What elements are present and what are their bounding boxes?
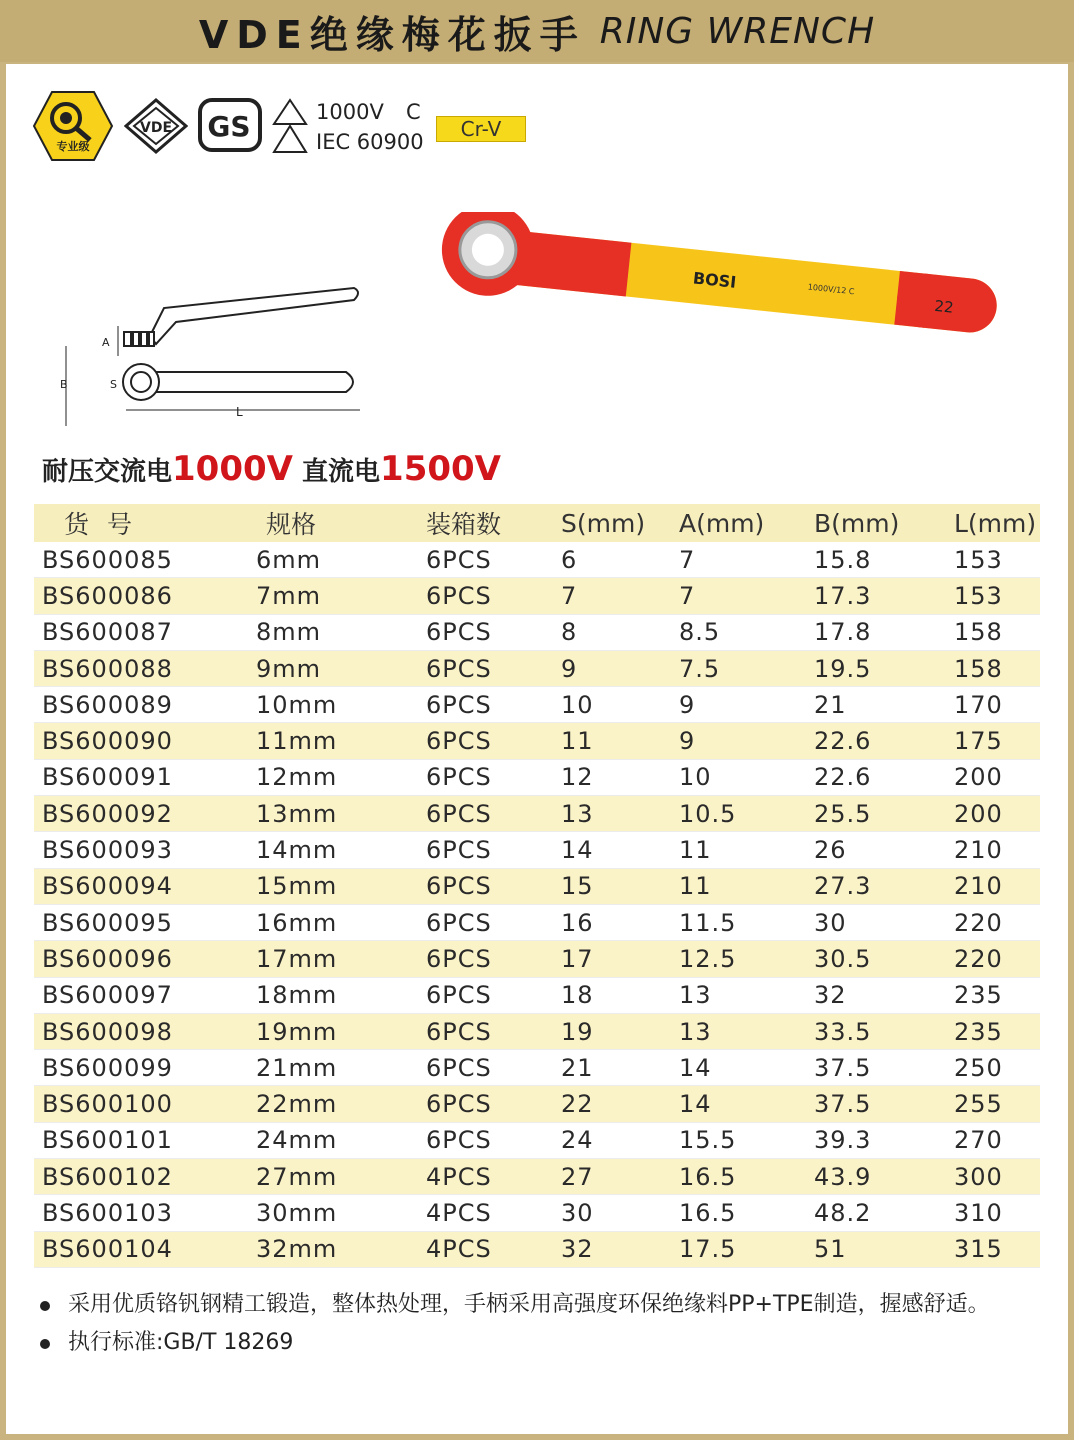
cell-s: 22 bbox=[561, 1086, 679, 1122]
cell-l: 235 bbox=[954, 1013, 1040, 1049]
cell-item-no: BS600091 bbox=[34, 759, 256, 795]
cell-l: 220 bbox=[954, 941, 1040, 977]
cell-b: 15.8 bbox=[814, 542, 954, 578]
cell-a: 14 bbox=[679, 1086, 814, 1122]
cell-size: 13mm bbox=[256, 796, 426, 832]
cell-l: 170 bbox=[954, 687, 1040, 723]
cell-a: 13 bbox=[679, 977, 814, 1013]
table-row bbox=[34, 1195, 1040, 1231]
cell-a: 14 bbox=[679, 1050, 814, 1086]
note-item bbox=[36, 1286, 1046, 1324]
cell-l: 235 bbox=[954, 977, 1040, 1013]
cell-pack-qty: 6PCS bbox=[426, 904, 561, 940]
title-english: RING WRENCH bbox=[599, 10, 876, 52]
cell-b: 27.3 bbox=[814, 868, 954, 904]
cell-s: 8 bbox=[561, 614, 679, 650]
cell-a: 7.5 bbox=[679, 650, 814, 686]
cell-item-no: BS600090 bbox=[34, 723, 256, 759]
cell-b: 51 bbox=[814, 1231, 954, 1267]
cell-b: 43.9 bbox=[814, 1159, 954, 1195]
cell-b: 21 bbox=[814, 687, 954, 723]
cell-l: 158 bbox=[954, 614, 1040, 650]
cell-l: 158 bbox=[954, 650, 1040, 686]
cell-b: 17.8 bbox=[814, 614, 954, 650]
cell-size: 27mm bbox=[256, 1159, 426, 1195]
notes bbox=[36, 1286, 1046, 1362]
bullet-icon bbox=[40, 1339, 50, 1349]
table-header-row bbox=[34, 504, 1040, 542]
cell-pack-qty: 6PCS bbox=[426, 941, 561, 977]
cell-s: 15 bbox=[561, 868, 679, 904]
cell-l: 315 bbox=[954, 1231, 1040, 1267]
table-row bbox=[34, 578, 1040, 614]
cell-size: 24mm bbox=[256, 1122, 426, 1158]
dc-value: 1500V bbox=[380, 449, 501, 489]
cell-size: 21mm bbox=[256, 1050, 426, 1086]
class-mark: C bbox=[406, 100, 421, 124]
cell-l: 210 bbox=[954, 868, 1040, 904]
gs-logo-icon bbox=[198, 98, 262, 152]
cell-pack-qty: 6PCS bbox=[426, 1013, 561, 1049]
cell-pack-qty: 6PCS bbox=[426, 832, 561, 868]
table-row bbox=[34, 759, 1040, 795]
table-row bbox=[34, 1231, 1040, 1267]
cell-pack-qty: 6PCS bbox=[426, 1086, 561, 1122]
cell-size: 9mm bbox=[256, 650, 426, 686]
diagram-label-l: L bbox=[236, 405, 243, 419]
cell-size: 10mm bbox=[256, 687, 426, 723]
cell-s: 18 bbox=[561, 977, 679, 1013]
brand-text: BOSI bbox=[692, 268, 738, 292]
cell-l: 300 bbox=[954, 1159, 1040, 1195]
cell-s: 19 bbox=[561, 1013, 679, 1049]
bullet-icon bbox=[40, 1301, 50, 1311]
cell-item-no: BS600094 bbox=[34, 868, 256, 904]
cell-size: 19mm bbox=[256, 1013, 426, 1049]
cell-s: 14 bbox=[561, 832, 679, 868]
table-row bbox=[34, 614, 1040, 650]
table-row bbox=[34, 687, 1040, 723]
cell-l: 255 bbox=[954, 1086, 1040, 1122]
note-text: 采用优质铬钒钢精工锻造，整体热处理，手柄采用高强度环保绝缘料PP+TPE制造，握感舒适。 bbox=[68, 1292, 990, 1317]
ac-label: 耐压交流电 bbox=[42, 457, 173, 487]
cell-item-no: BS600102 bbox=[34, 1159, 256, 1195]
cell-size: 14mm bbox=[256, 832, 426, 868]
cell-size: 12mm bbox=[256, 759, 426, 795]
cell-pack-qty: 6PCS bbox=[426, 687, 561, 723]
cell-b: 22.6 bbox=[814, 723, 954, 759]
table-row bbox=[34, 1122, 1040, 1158]
cell-s: 21 bbox=[561, 1050, 679, 1086]
cell-s: 24 bbox=[561, 1122, 679, 1158]
cell-pack-qty: 6PCS bbox=[426, 614, 561, 650]
cell-s: 17 bbox=[561, 941, 679, 977]
cell-a: 9 bbox=[679, 723, 814, 759]
cell-b: 37.5 bbox=[814, 1086, 954, 1122]
diagram-label-a: A bbox=[102, 336, 110, 349]
col-header-size: 规格 bbox=[256, 504, 426, 542]
cell-l: 200 bbox=[954, 796, 1040, 832]
cell-b: 17.3 bbox=[814, 578, 954, 614]
cell-item-no: BS600096 bbox=[34, 941, 256, 977]
cell-b: 30.5 bbox=[814, 941, 954, 977]
cell-l: 210 bbox=[954, 832, 1040, 868]
table-row bbox=[34, 941, 1040, 977]
cell-size: 7mm bbox=[256, 578, 426, 614]
cell-pack-qty: 4PCS bbox=[426, 1159, 561, 1195]
cell-b: 32 bbox=[814, 977, 954, 1013]
cell-a: 11.5 bbox=[679, 904, 814, 940]
table-row bbox=[34, 868, 1040, 904]
table-row bbox=[34, 977, 1040, 1013]
cell-b: 19.5 bbox=[814, 650, 954, 686]
cell-item-no: BS600097 bbox=[34, 977, 256, 1013]
vde-logo-icon bbox=[124, 98, 188, 154]
cell-a: 13 bbox=[679, 1013, 814, 1049]
cell-a: 17.5 bbox=[679, 1231, 814, 1267]
col-header-l: L(mm) bbox=[954, 504, 1040, 542]
cell-pack-qty: 6PCS bbox=[426, 1122, 561, 1158]
cell-item-no: BS600098 bbox=[34, 1013, 256, 1049]
cell-size: 18mm bbox=[256, 977, 426, 1013]
col-header-b: B(mm) bbox=[814, 504, 954, 542]
cell-l: 175 bbox=[954, 723, 1040, 759]
cell-pack-qty: 6PCS bbox=[426, 1050, 561, 1086]
cell-l: 220 bbox=[954, 904, 1040, 940]
cell-a: 16.5 bbox=[679, 1159, 814, 1195]
insulation-triangle-icon bbox=[272, 98, 308, 154]
diagram-label-s: S bbox=[110, 378, 117, 391]
voltage-rating: 1000V bbox=[316, 100, 384, 124]
dimension-diagram bbox=[46, 276, 376, 426]
cell-item-no: BS600099 bbox=[34, 1050, 256, 1086]
cell-size: 15mm bbox=[256, 868, 426, 904]
cell-s: 16 bbox=[561, 904, 679, 940]
cell-a: 11 bbox=[679, 832, 814, 868]
table-body bbox=[34, 542, 1040, 1267]
cell-size: 8mm bbox=[256, 614, 426, 650]
cell-pack-qty: 6PCS bbox=[426, 868, 561, 904]
cell-b: 30 bbox=[814, 904, 954, 940]
cell-s: 27 bbox=[561, 1159, 679, 1195]
table-row bbox=[34, 1159, 1040, 1195]
cell-item-no: BS600092 bbox=[34, 796, 256, 832]
table-row bbox=[34, 650, 1040, 686]
cell-s: 11 bbox=[561, 723, 679, 759]
cell-b: 26 bbox=[814, 832, 954, 868]
vde-logo-text: VDE bbox=[139, 120, 173, 136]
cell-b: 25.5 bbox=[814, 796, 954, 832]
cell-pack-qty: 6PCS bbox=[426, 542, 561, 578]
diagram-label-b: B bbox=[60, 378, 68, 391]
col-header-a: A(mm) bbox=[679, 504, 814, 542]
iec-standard: IEC 60900 bbox=[316, 130, 424, 154]
cell-size: 16mm bbox=[256, 904, 426, 940]
cell-a: 7 bbox=[679, 542, 814, 578]
cell-s: 7 bbox=[561, 578, 679, 614]
cell-pack-qty: 4PCS bbox=[426, 1195, 561, 1231]
cell-a: 10.5 bbox=[679, 796, 814, 832]
table-row bbox=[34, 904, 1040, 940]
cell-item-no: BS600101 bbox=[34, 1122, 256, 1158]
cell-a: 16.5 bbox=[679, 1195, 814, 1231]
cell-pack-qty: 6PCS bbox=[426, 723, 561, 759]
cell-pack-qty: 4PCS bbox=[426, 1231, 561, 1267]
cell-size: 17mm bbox=[256, 941, 426, 977]
pro-grade-text: 专业级 bbox=[56, 140, 90, 153]
wrench-product-image bbox=[438, 212, 1008, 347]
cell-a: 9 bbox=[679, 687, 814, 723]
cell-pack-qty: 6PCS bbox=[426, 977, 561, 1013]
col-header-item-no: 货号 bbox=[34, 504, 256, 542]
handle-rating-text: 1000V/12 C bbox=[807, 282, 855, 297]
title-chinese: VDE绝缘梅花扳手 bbox=[198, 12, 586, 57]
cell-s: 9 bbox=[561, 650, 679, 686]
cell-a: 10 bbox=[679, 759, 814, 795]
table-row bbox=[34, 832, 1040, 868]
dc-label: 直流电 bbox=[302, 457, 381, 487]
cell-s: 6 bbox=[561, 542, 679, 578]
cell-pack-qty: 6PCS bbox=[426, 650, 561, 686]
cell-b: 48.2 bbox=[814, 1195, 954, 1231]
size-mark-text: 22 bbox=[933, 296, 955, 317]
cell-size: 11mm bbox=[256, 723, 426, 759]
cell-s: 13 bbox=[561, 796, 679, 832]
cell-a: 7 bbox=[679, 578, 814, 614]
cell-item-no: BS600104 bbox=[34, 1231, 256, 1267]
cell-b: 39.3 bbox=[814, 1122, 954, 1158]
material-badge: Cr-V bbox=[436, 116, 526, 142]
cell-size: 22mm bbox=[256, 1086, 426, 1122]
cell-a: 12.5 bbox=[679, 941, 814, 977]
table-row bbox=[34, 542, 1040, 578]
cell-l: 270 bbox=[954, 1122, 1040, 1158]
cell-l: 250 bbox=[954, 1050, 1040, 1086]
table-row bbox=[34, 1086, 1040, 1122]
cell-size: 32mm bbox=[256, 1231, 426, 1267]
spec-table bbox=[34, 504, 1040, 1268]
content-panel bbox=[6, 64, 1068, 1434]
cell-item-no: BS600087 bbox=[34, 614, 256, 650]
note-text: 执行标准:GB/T 18269 bbox=[68, 1330, 294, 1355]
cell-b: 33.5 bbox=[814, 1013, 954, 1049]
cell-item-no: BS600095 bbox=[34, 904, 256, 940]
cell-item-no: BS600085 bbox=[34, 542, 256, 578]
cell-a: 15.5 bbox=[679, 1122, 814, 1158]
page-header bbox=[0, 0, 1074, 62]
cell-a: 8.5 bbox=[679, 614, 814, 650]
cell-size: 30mm bbox=[256, 1195, 426, 1231]
cell-s: 32 bbox=[561, 1231, 679, 1267]
cell-b: 37.5 bbox=[814, 1050, 954, 1086]
table-row bbox=[34, 1013, 1040, 1049]
table-row bbox=[34, 723, 1040, 759]
gs-logo-text: GS bbox=[207, 110, 251, 143]
voltage-rating-line bbox=[42, 449, 501, 489]
cell-l: 153 bbox=[954, 578, 1040, 614]
cell-pack-qty: 6PCS bbox=[426, 796, 561, 832]
cell-l: 153 bbox=[954, 542, 1040, 578]
ac-value: 1000V bbox=[172, 449, 293, 489]
cell-s: 12 bbox=[561, 759, 679, 795]
cell-l: 310 bbox=[954, 1195, 1040, 1231]
pro-grade-badge-icon bbox=[32, 90, 114, 162]
table-row bbox=[34, 796, 1040, 832]
cell-item-no: BS600100 bbox=[34, 1086, 256, 1122]
note-item bbox=[36, 1324, 1046, 1362]
cell-item-no: BS600088 bbox=[34, 650, 256, 686]
cell-l: 200 bbox=[954, 759, 1040, 795]
cell-item-no: BS600086 bbox=[34, 578, 256, 614]
cell-b: 22.6 bbox=[814, 759, 954, 795]
cell-item-no: BS600093 bbox=[34, 832, 256, 868]
cell-a: 11 bbox=[679, 868, 814, 904]
table-row bbox=[34, 1050, 1040, 1086]
col-header-pack-qty: 装箱数 bbox=[426, 504, 561, 542]
cell-pack-qty: 6PCS bbox=[426, 759, 561, 795]
cell-s: 10 bbox=[561, 687, 679, 723]
cell-size: 6mm bbox=[256, 542, 426, 578]
cell-item-no: BS600103 bbox=[34, 1195, 256, 1231]
col-header-s: S(mm) bbox=[561, 504, 679, 542]
cell-pack-qty: 6PCS bbox=[426, 578, 561, 614]
cell-item-no: BS600089 bbox=[34, 687, 256, 723]
cell-s: 30 bbox=[561, 1195, 679, 1231]
